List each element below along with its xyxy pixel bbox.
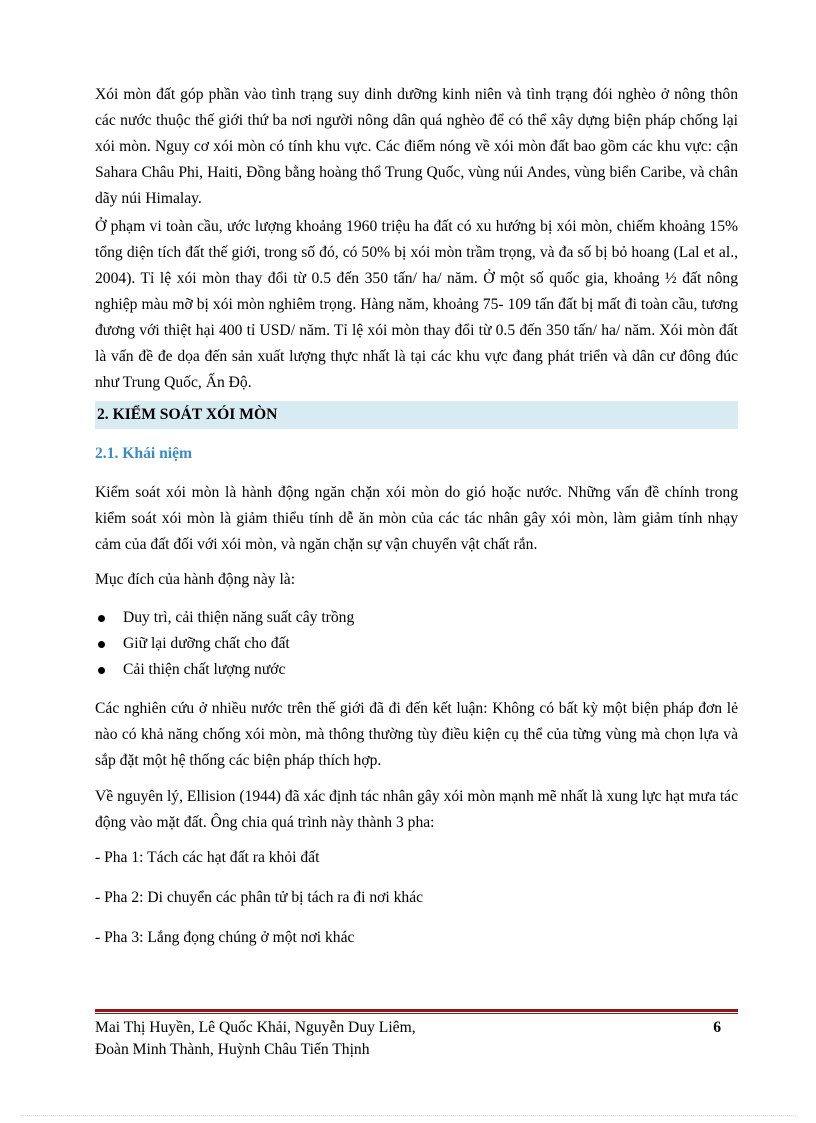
page-edge-divider xyxy=(20,1115,796,1116)
paragraph-erosion-poverty: Xói mòn đất góp phần vào tình trạng suy dinh dưỡng kinh niên và tình trạng đói nghèo ở nông thôn các nước thuộc thế giới thứ ba nơi người nông dân quá nghèo để có thể xây dựng biện pháp chống lại xói mòn. Nguy cơ xói mòn có tính khu vực. Các điểm nóng về xói mòn đất bao gồm các khu vực: cận Sahara Châu Phi, Haiti, Đồng bằng hoàng thổ Trung Quốc, vùng núi Andes, vùng biển Caribe, và chân dãy núi Himalay. xyxy=(95,86,738,207)
paragraph-research-conclusion: Các nghiên cứu ở nhiều nước trên thế giới đã đi đến kết luận: Không có bất kỳ một biện pháp đơn lẻ nào có khả năng chống xói mòn, mà thông thường tùy điều kiện cụ thể của từng vùng mà chọn lựa và sắp đặt một hệ thống các biện pháp thích hợp. xyxy=(95,700,738,769)
authors-line: Mai Thị Huyền, Lê Quốc Khải, Nguyễn Duy Liêm, xyxy=(95,1019,416,1036)
bullet-icon xyxy=(98,667,105,674)
purpose-list xyxy=(95,605,354,683)
footer-divider-thin xyxy=(95,1013,738,1014)
list-item: Cải thiện chất lượng nước xyxy=(95,657,354,683)
footer-divider xyxy=(95,1009,738,1012)
section-heading: 2. KIỂM SOÁT XÓI MÒN xyxy=(95,401,738,429)
list-item: Duy trì, cải thiện năng suất cây trồng xyxy=(95,605,354,631)
phase-item: - Pha 3: Lắng đọng chúng ở một nơi khác xyxy=(95,929,355,946)
paragraph-purpose-intro: Mục đích của hành động này là: xyxy=(95,571,296,588)
subsection-heading: 2.1. Khái niệm xyxy=(95,445,193,462)
paragraph-erosion-control-definition: Kiểm soát xói mòn là hành động ngăn chặn xói mòn do gió hoặc nước. Những vấn đề chính trong kiểm soát xói mòn là giảm thiểu tính dễ ăn mòn của các tác nhân gây xói mòn, làm giảm tính nhạy cảm của đất đối với xói mòn, và ngăn chặn sự vận chuyển vật chất rắn. xyxy=(95,484,738,553)
paragraph-ellision-principle: Về nguyên lý, Ellision (1944) đã xác định tác nhân gây xói mòn mạnh mẽ nhất là xung lực hạt mưa tác động vào mặt đất. Ông chia quá trình này thành 3 pha: xyxy=(95,788,738,831)
page-number: 6 xyxy=(713,1019,721,1036)
bullet-icon xyxy=(98,615,105,622)
bullet-icon xyxy=(98,641,105,648)
phase-item: - Pha 1: Tách các hạt đất ra khỏi đất xyxy=(95,849,320,866)
authors-line: Đoàn Minh Thành, Huỳnh Châu Tiến Thịnh xyxy=(95,1041,370,1058)
phase-item: - Pha 2: Di chuyển các phân tử bị tách ra đi nơi khác xyxy=(95,889,424,906)
paragraph-global-erosion: Ở phạm vi toàn cầu, ước lượng khoảng 1960 triệu ha đất có xu hướng bị xói mòn, chiếm khoảng 15% tổng diện tích đất thế giới, trong số đó, có 50% bị xói mòn trầm trọng, và đa số bị bỏ hoang (Lal et al., 2004). Tỉ lệ xói mòn thay đổi từ 0.5 đến 350 tấn/ ha/ năm. Ở một số quốc gia, khoảng ½ đất nông nghiệp màu mỡ bị xói mòn nghiêm trọng. Hàng năm, khoảng 75- 109 tấn đất bị mất đi toàn cầu, tương đương với thiệt hại 400 tỉ USD/ năm. Tỉ lệ xói mòn thay đổi từ 0.5 đến 350 tấn/ ha/ năm. Xói mòn đất là vấn đề đe dọa đến sản xuất lượng thực nhất là tại các khu vực đang phát triển và dân cư đông đúc như Trung Quốc, Ấn Độ. xyxy=(95,218,738,391)
list-item: Giữ lại dưỡng chất cho đất xyxy=(95,631,354,657)
footer-authors xyxy=(95,1017,655,1061)
